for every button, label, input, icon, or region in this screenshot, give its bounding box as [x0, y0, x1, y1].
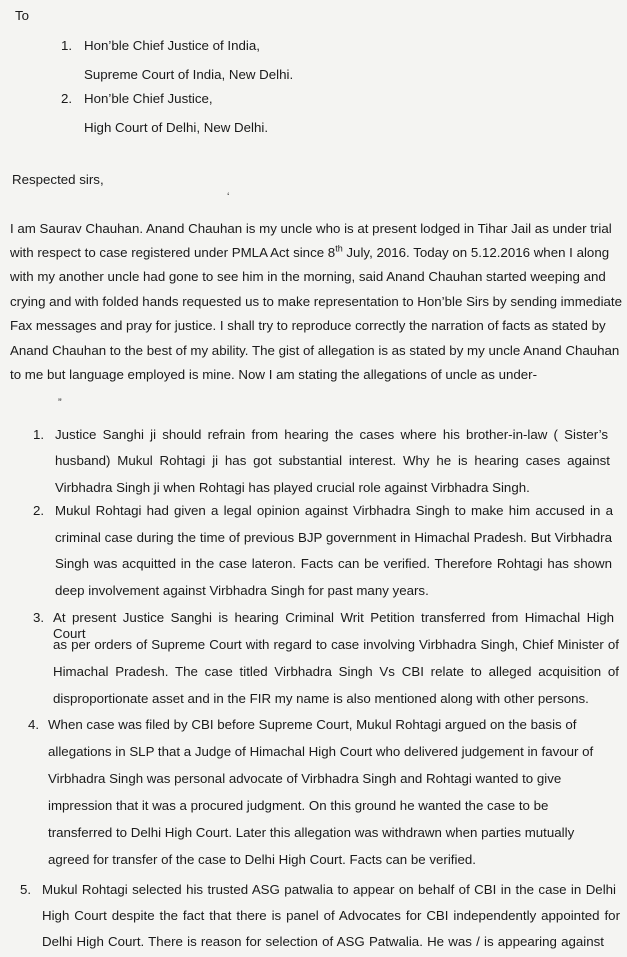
allegation-line: impression that it was a procured judgment. On this ground he wanted the case to be — [48, 798, 549, 813]
recipient-line: Supreme Court of India, New Delhi. — [84, 67, 294, 82]
allegation-line: transferred to Delhi High Court. Later this allegation was withdrawn when parties mutually — [48, 825, 575, 840]
allegation-line: husband) Mukul Rohtagi ji has got substantial interest. Why he is hearing cases against — [55, 453, 610, 468]
allegation-number: 1. — [33, 427, 45, 442]
intro-line: to me but language employed is mine. Now I am stating the allegations of uncle as under- — [10, 367, 538, 382]
allegation-line: disproportionate asset and in the FIR my name is also mentioned along with other persons. — [53, 691, 589, 706]
allegation-line: Mukul Rohtagi had given a legal opinion against Virbhadra Singh to make him accused in a — [55, 503, 613, 518]
allegation-line: agreed for transfer of the case to Delhi High Court. Facts can be verified. — [48, 852, 476, 867]
intro-line-start: with respect to case registered under PMLA Act since 8 — [10, 245, 336, 260]
allegation-line: criminal case during the time of previous BJP government in Himachal Pradesh. But Virbhadra — [55, 530, 612, 545]
to-heading: To — [15, 8, 30, 23]
recipient-line: High Court of Delhi, New Delhi. — [84, 120, 269, 135]
recipient-line: Hon’ble Chief Justice of India, — [84, 38, 260, 53]
stray-mark: ‘ — [227, 191, 230, 203]
allegation-line: At present Justice Sanghi is hearing Criminal Writ Petition transferred from Himachal High Court — [53, 610, 614, 641]
allegation-line: Mukul Rohtagi selected his trusted ASG patwalia to appear on behalf of CBI in the case in Delhi — [42, 882, 616, 897]
allegation-number: 4. — [28, 717, 40, 732]
salutation: Respected sirs, — [12, 172, 104, 187]
allegation-line: Himachal Pradesh. The case titled Virbhadra Singh Vs CBI relate to alleged acquisition of — [53, 664, 619, 679]
intro-line: Fax messages and pray for justice. I shall try to reproduce correctly the narration of facts as stated by — [10, 318, 606, 333]
intro-line: crying and with folded hands requested us to make representation to Hon’ble Sirs by sending immediate — [10, 294, 623, 309]
allegation-line: deep involvement against Virbhadra Singh for past many years. — [55, 583, 429, 598]
allegation-number: 2. — [33, 503, 45, 518]
intro-line — [10, 245, 609, 261]
recipient-line: Hon’ble Chief Justice, — [84, 91, 213, 106]
allegation-line: Virbhadra Singh was personal advocate of Virbhadra Singh and Rohtagi wanted to give — [48, 771, 562, 786]
intro-line-end: July, 2016. Today on 5.12.2016 when I along — [342, 245, 610, 260]
intro-line: with my another uncle had gone to see him in the morning, said Anand Chauhan started weeping and — [10, 269, 606, 284]
allegation-line: When case was filed by CBI before Supreme Court, Mukul Rohtagi argued on the basis of — [48, 717, 577, 732]
allegation-number: 5. — [20, 882, 32, 897]
allegation-number: 3. — [33, 610, 45, 625]
allegation-line: High Court despite the fact that there is panel of Advocates for CBI independently appointed for — [42, 908, 620, 923]
intro-line: I am Saurav Chauhan. Anand Chauhan is my uncle who is at present lodged in Tihar Jail as under trial — [10, 221, 612, 236]
ordinal-suffix: th — [335, 243, 343, 254]
allegation-line: Justice Sanghi ji should refrain from hearing the cases where his brother-in-law ( Sister’s — [55, 427, 608, 442]
allegation-line: allegations in SLP that a Judge of Himachal High Court who delivered judgement in favour of — [48, 744, 594, 759]
allegation-line: Singh was acquitted in the case lateron. Facts can be verified. Therefore Rohtagi has shown — [55, 556, 612, 571]
intro-line: Anand Chauhan to the best of my ability. The gist of allegation is as stated by my uncle Anand Chauhan — [10, 343, 620, 358]
recipient-number: 1. — [61, 38, 73, 53]
quote-mark: ” — [58, 397, 62, 409]
recipient-number: 2. — [61, 91, 73, 106]
allegation-line: as per orders of Supreme Court with regard to case involving Virbhadra Singh, Chief Minister of — [53, 637, 619, 652]
allegation-line: Virbhadra Singh ji when Rohtagi has played crucial role against Virbhadra Singh. — [55, 480, 530, 495]
allegation-line: Delhi High Court. There is reason for selection of ASG Patwalia. He was / is appearing against — [42, 934, 604, 949]
